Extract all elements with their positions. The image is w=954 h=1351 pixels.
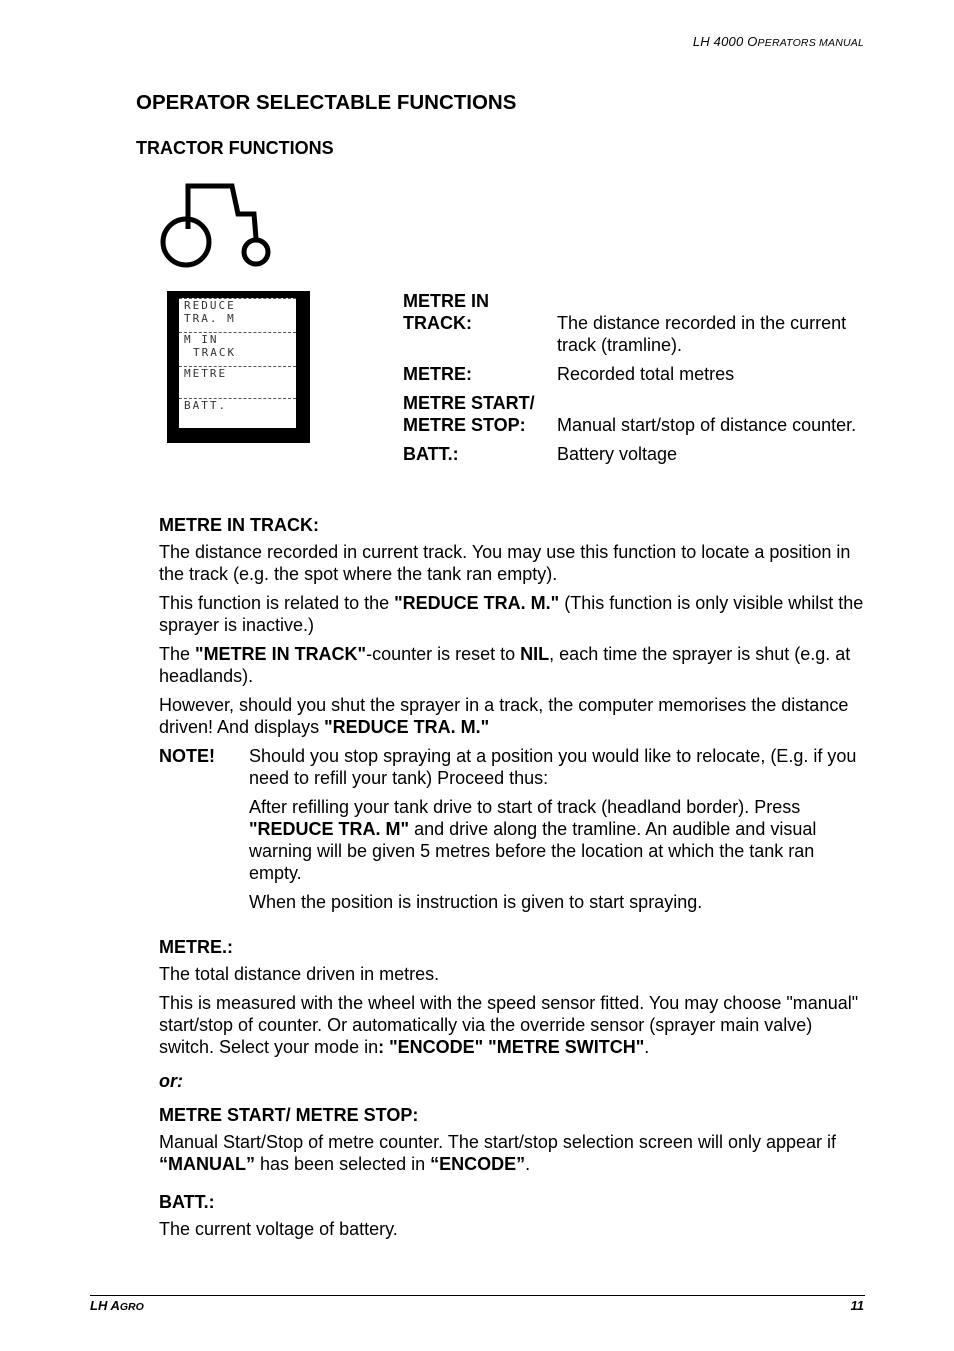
paragraph: The current voltage of battery. [159,1219,398,1239]
metre-in-track-heading: METRE IN TRACK: [159,515,319,535]
note-paragraph: When the position is instruction is given to start spraying. [249,892,703,912]
footer-brand: LH AGRO [90,1298,144,1313]
display-panel [179,298,296,428]
paragraph: This function is related to the "REDUCE TRA. M." (This function is only visible whilst the sprayer is inactive.) [159,593,864,635]
tractor-icon [160,180,275,272]
definition-metre: METRE: Recorded total metres [403,364,735,384]
function-definitions [403,290,873,472]
running-header: LH 4000 OPERATORS MANUAL [692,34,864,49]
definition-metre-start-stop: METRE START/ METRE STOP: Manual start/stop of distance counter. [403,393,857,435]
display-row-reduce: REDUCE TRA. M [179,298,296,339]
paragraph: Manual Start/Stop of metre counter. The start/stop selection screen will only appear if “MANUAL” has been selected in “ENCODE”. [159,1132,837,1174]
display-row-metre-in-track: M IN TRACK [179,332,296,367]
page-number: 11 [850,1298,864,1313]
body-text [159,514,869,1247]
paragraph: This is measured with the wheel with the speed sensor fitted. You may choose "manual" start/stop of counter. Or automatically via the override sensor (sprayer main valve) switch. Select your mode in: "ENCODE" "METRE SWITCH". [159,993,859,1057]
footer-divider [90,1295,865,1296]
paragraph: The distance recorded in current track. You may use this function to locate a position in the track (e.g. the spot where the tank ran empty). [159,542,851,584]
note-block [159,745,869,920]
batt-heading: BATT.: [159,1192,215,1212]
paragraph: The "METRE IN TRACK"-counter is reset to NIL, each time the sprayer is shut (e.g. at headlands). [159,644,851,686]
paragraph: The total distance driven in metres. [159,964,440,984]
definition-metre-in-track: METRE IN TRACK: The distance recorded in the current track (tramline). [403,291,847,355]
display-row-metre: METRE [179,366,296,399]
display-screen [167,291,310,443]
definition-batt: BATT.: Battery voltage [403,444,678,464]
note-label: NOTE! [159,746,215,766]
display-row-batt: BATT. [179,398,296,429]
page-title: OPERATOR SELECTABLE FUNCTIONS [136,91,517,114]
section-heading: TRACTOR FUNCTIONS [136,138,334,158]
paragraph: However, should you shut the sprayer in a track, the computer memorises the distance driven! And displays "REDUCE TRA. M." [159,695,849,737]
metre-start-stop-heading: METRE START/ METRE STOP: [159,1105,419,1125]
note-paragraph: After refilling your tank drive to start of track (headland border). Press "REDUCE TRA. M" and drive along the tramline. An audible and visual warning will be given 5 metres before the location at which the tank ran empty. [249,797,817,883]
or-label: or: [159,1071,183,1091]
metre-heading: METRE.: [159,937,233,957]
note-paragraph: Should you stop spraying at a position you would like to relocate, (E.g. if you need to refill your tank) Proceed thus: [249,746,857,788]
